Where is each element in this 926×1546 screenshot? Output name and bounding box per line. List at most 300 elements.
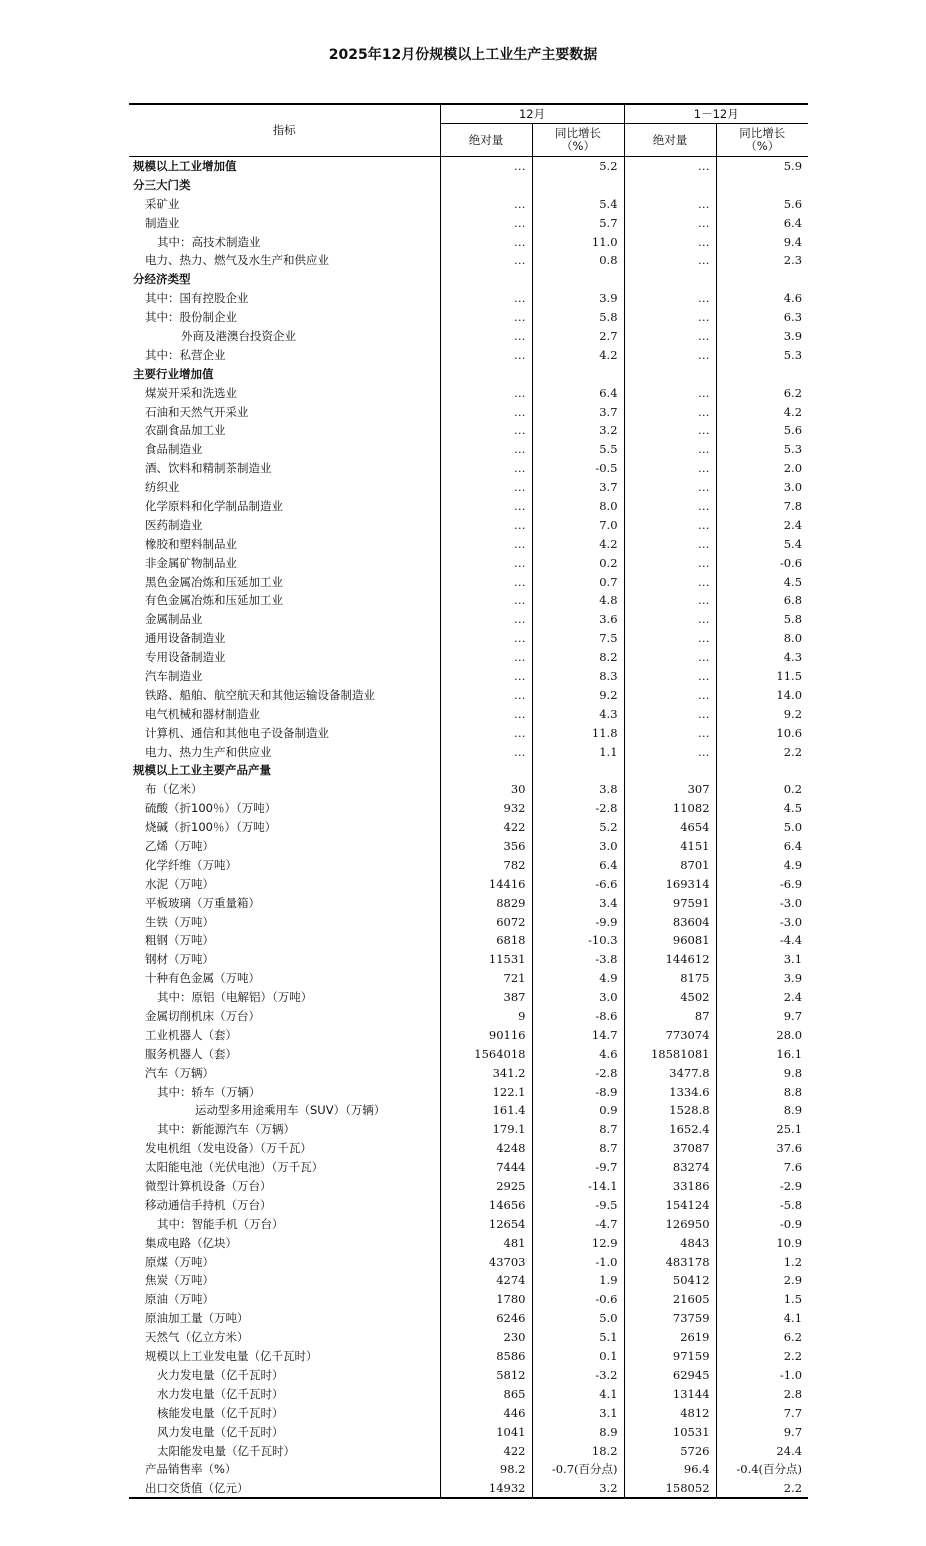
- table-row: [129, 1366, 808, 1385]
- table-row: [129, 553, 808, 572]
- table-row: [129, 459, 808, 478]
- dec-absolute-cell: 422: [440, 1441, 532, 1460]
- dec-absolute-cell: …: [440, 251, 532, 270]
- row-label: 其中：国有控股企业: [145, 291, 249, 306]
- row-label: 其中：新能源汽车（万辆）: [157, 1122, 295, 1137]
- ytd-absolute-cell: …: [624, 572, 716, 591]
- dec-absolute-cell: 1041: [440, 1422, 532, 1441]
- row-label: 分经济类型: [133, 272, 191, 287]
- row-label: 黑色金属冶炼和压延加工业: [145, 574, 283, 589]
- dec-absolute-cell: …: [440, 685, 532, 704]
- row-label: 金属切削机床（万台）: [145, 1009, 260, 1024]
- row-label: 食品制造业: [145, 442, 203, 457]
- dec-absolute-cell: 387: [440, 988, 532, 1007]
- ytd-yoy-cell: 2.2: [716, 742, 808, 761]
- dec-yoy-cell: 0.2: [532, 553, 624, 572]
- data-table: [129, 103, 808, 1499]
- ytd-yoy-cell: 4.3: [716, 648, 808, 667]
- row-label: 硫酸（折100％）（万吨）: [145, 801, 277, 816]
- table-row: [129, 818, 808, 837]
- ytd-yoy-cell: 0.2: [716, 780, 808, 799]
- dec-yoy-cell: -2.8: [532, 799, 624, 818]
- row-label: 水泥（万吨）: [145, 876, 214, 891]
- table-row: [129, 232, 808, 251]
- row-label: 原油加工量（万吨）: [145, 1311, 249, 1326]
- ytd-absolute-cell: …: [624, 515, 716, 534]
- dec-absolute-cell: …: [440, 553, 532, 572]
- dec-absolute-cell: 6246: [440, 1309, 532, 1328]
- dec-yoy-cell: 8.2: [532, 648, 624, 667]
- dec-yoy-cell: 4.8: [532, 591, 624, 610]
- ytd-yoy-cell: 4.2: [716, 402, 808, 421]
- dec-absolute-cell: 865: [440, 1384, 532, 1403]
- row-label: 计算机、通信和其他电子设备制造业: [145, 725, 329, 740]
- table-row: [129, 855, 808, 874]
- ytd-absolute-cell: 18581081: [624, 1044, 716, 1063]
- dec-yoy-cell: 5.7: [532, 213, 624, 232]
- row-label: 微型计算机设备（万台）: [145, 1179, 272, 1194]
- dec-yoy-cell: 6.4: [532, 855, 624, 874]
- table-row: [129, 289, 808, 308]
- dec-yoy-cell: -9.7: [532, 1158, 624, 1177]
- dec-absolute-cell: …: [440, 591, 532, 610]
- table-row: [129, 1479, 808, 1498]
- dec-yoy-cell: 0.9: [532, 1101, 624, 1120]
- dec-yoy-cell: 0.1: [532, 1347, 624, 1366]
- dec-absolute-cell: …: [440, 648, 532, 667]
- dec-yoy-cell: 2.7: [532, 327, 624, 346]
- dec-yoy-cell: [532, 364, 624, 383]
- ytd-absolute-cell: 21605: [624, 1290, 716, 1309]
- ytd-absolute-cell: [624, 270, 716, 289]
- dec-yoy-cell: 11.8: [532, 723, 624, 742]
- dec-yoy-cell: 4.6: [532, 1044, 624, 1063]
- ytd-yoy-cell: 1.5: [716, 1290, 808, 1309]
- ytd-absolute-cell: 154124: [624, 1195, 716, 1214]
- row-label: 纺织业: [145, 480, 180, 495]
- ytd-yoy-cell: 16.1: [716, 1044, 808, 1063]
- dec-yoy-cell: 8.7: [532, 1139, 624, 1158]
- row-label: 原油（万吨）: [145, 1292, 214, 1307]
- ytd-yoy-cell: -0.4(百分点): [716, 1460, 808, 1479]
- dec-yoy-cell: 3.1: [532, 1403, 624, 1422]
- ytd-absolute-cell: 83274: [624, 1158, 716, 1177]
- ytd-yoy-cell: 9.8: [716, 1063, 808, 1082]
- table-row: [129, 194, 808, 213]
- dec-absolute-cell: 4274: [440, 1271, 532, 1290]
- row-label: 核能发电量（亿千瓦时）: [157, 1405, 284, 1420]
- ytd-absolute-cell: …: [624, 610, 716, 629]
- dec-yoy-cell: 5.5: [532, 440, 624, 459]
- table-row: [129, 1025, 808, 1044]
- ytd-yoy-cell: 6.2: [716, 1328, 808, 1347]
- ytd-yoy-cell: -5.8: [716, 1195, 808, 1214]
- dec-absolute-cell: 1780: [440, 1290, 532, 1309]
- ytd-yoy-cell: 6.4: [716, 837, 808, 856]
- dec-yoy-cell: 4.9: [532, 969, 624, 988]
- row-label: 移动通信手持机（万台）: [145, 1197, 272, 1212]
- dec-absolute-cell: 14656: [440, 1195, 532, 1214]
- row-label: 平板玻璃（万重量箱）: [145, 895, 260, 910]
- dec-absolute-cell: …: [440, 534, 532, 553]
- ytd-absolute-cell: …: [624, 383, 716, 402]
- dec-yoy-cell: 8.0: [532, 497, 624, 516]
- table-row: [129, 1441, 808, 1460]
- ytd-absolute-cell: …: [624, 421, 716, 440]
- row-label: 焦炭（万吨）: [145, 1273, 214, 1288]
- dec-absolute-cell: 90116: [440, 1025, 532, 1044]
- ytd-yoy-cell: -3.0: [716, 912, 808, 931]
- row-label: 布（亿米）: [145, 782, 203, 797]
- ytd-absolute-cell: 87: [624, 1007, 716, 1026]
- ytd-yoy-cell: 5.6: [716, 421, 808, 440]
- ytd-absolute-cell: 97591: [624, 893, 716, 912]
- row-label: 火力发电量（亿千瓦时）: [157, 1367, 284, 1382]
- dec-absolute-cell: 1564018: [440, 1044, 532, 1063]
- row-label: 电力、热力、燃气及水生产和供应业: [145, 253, 329, 268]
- header-dec-yoy: 同比增长 （%）: [532, 124, 624, 157]
- ytd-absolute-cell: 62945: [624, 1366, 716, 1385]
- dec-absolute-cell: 6818: [440, 931, 532, 950]
- table-row: [129, 157, 808, 176]
- ytd-absolute-cell: 1652.4: [624, 1120, 716, 1139]
- dec-yoy-cell: 3.2: [532, 1479, 624, 1498]
- row-label: 煤炭开采和洗选业: [145, 385, 237, 400]
- header-december: 12月: [440, 104, 624, 124]
- row-label: 乙烯（万吨）: [145, 839, 214, 853]
- header-indicator: 指标: [129, 104, 440, 157]
- ytd-yoy-cell: 2.4: [716, 515, 808, 534]
- table-row: [129, 629, 808, 648]
- dec-yoy-cell: 8.3: [532, 667, 624, 686]
- table-row: [129, 780, 808, 799]
- dec-absolute-cell: [440, 270, 532, 289]
- row-label: 其中：轿车（万辆）: [157, 1084, 261, 1099]
- ytd-yoy-cell: [716, 364, 808, 383]
- table-row: [129, 497, 808, 516]
- dec-yoy-cell: 8.9: [532, 1422, 624, 1441]
- dec-yoy-cell: -3.8: [532, 950, 624, 969]
- row-label: 服务机器人（套）: [145, 1046, 237, 1061]
- ytd-absolute-cell: …: [624, 213, 716, 232]
- header-jan-dec: 1－12月: [624, 104, 808, 124]
- ytd-absolute-cell: 4843: [624, 1233, 716, 1252]
- dec-yoy-cell: [532, 175, 624, 194]
- dec-absolute-cell: …: [440, 345, 532, 364]
- dec-absolute-cell: …: [440, 213, 532, 232]
- dec-absolute-cell: 481: [440, 1233, 532, 1252]
- dec-yoy-cell: -4.7: [532, 1214, 624, 1233]
- ytd-absolute-cell: 83604: [624, 912, 716, 931]
- row-label: 运动型多用途乘用车（SUV）（万辆）: [195, 1103, 386, 1118]
- dec-yoy-cell: 3.8: [532, 780, 624, 799]
- ytd-yoy-cell: 5.6: [716, 194, 808, 213]
- table-row: [129, 1158, 808, 1177]
- table-row: [129, 213, 808, 232]
- ytd-yoy-cell: -4.4: [716, 931, 808, 950]
- dec-absolute-cell: …: [440, 610, 532, 629]
- dec-absolute-cell: …: [440, 289, 532, 308]
- row-label: 工业机器人（套）: [145, 1027, 237, 1042]
- table-row: [129, 383, 808, 402]
- ytd-yoy-cell: 2.0: [716, 459, 808, 478]
- row-label: 有色金属冶炼和压延加工业: [145, 593, 283, 608]
- dec-yoy-cell: -0.5: [532, 459, 624, 478]
- table-row: [129, 1328, 808, 1347]
- row-label: 其中：原铝（电解铝）（万吨）: [157, 990, 313, 1005]
- dec-absolute-cell: 12654: [440, 1214, 532, 1233]
- table-row: [129, 421, 808, 440]
- ytd-yoy-cell: 8.0: [716, 629, 808, 648]
- dec-absolute-cell: 6072: [440, 912, 532, 931]
- dec-absolute-cell: 782: [440, 855, 532, 874]
- dec-yoy-cell: [532, 270, 624, 289]
- dec-absolute-cell: 122.1: [440, 1082, 532, 1101]
- ytd-absolute-cell: 96.4: [624, 1460, 716, 1479]
- row-label: 粗钢（万吨）: [145, 933, 214, 948]
- table-row: [129, 667, 808, 686]
- dec-absolute-cell: …: [440, 232, 532, 251]
- ytd-absolute-cell: 8175: [624, 969, 716, 988]
- ytd-yoy-cell: 2.8: [716, 1384, 808, 1403]
- dec-yoy-cell: 4.1: [532, 1384, 624, 1403]
- header-dec-absolute: 绝对量: [440, 124, 532, 157]
- row-label: 通用设备制造业: [145, 631, 226, 646]
- ytd-yoy-cell: 6.8: [716, 591, 808, 610]
- ytd-yoy-cell: 5.3: [716, 345, 808, 364]
- dec-absolute-cell: 422: [440, 818, 532, 837]
- row-label: 十种有色金属（万吨）: [145, 971, 260, 986]
- ytd-yoy-cell: 3.9: [716, 327, 808, 346]
- row-label: 规模以上工业主要产品产量: [133, 763, 271, 778]
- ytd-yoy-cell: 5.0: [716, 818, 808, 837]
- ytd-yoy-cell: -0.6: [716, 553, 808, 572]
- dec-absolute-cell: 11531: [440, 950, 532, 969]
- row-label: 汽车（万辆）: [145, 1065, 214, 1080]
- ytd-absolute-cell: 96081: [624, 931, 716, 950]
- ytd-yoy-cell: 4.6: [716, 289, 808, 308]
- table-row: [129, 364, 808, 383]
- table-row: [129, 799, 808, 818]
- ytd-absolute-cell: …: [624, 194, 716, 213]
- ytd-yoy-cell: 8.8: [716, 1082, 808, 1101]
- ytd-yoy-cell: 24.4: [716, 1441, 808, 1460]
- table-row: [129, 1290, 808, 1309]
- dec-yoy-cell: 3.4: [532, 893, 624, 912]
- dec-absolute-cell: 721: [440, 969, 532, 988]
- dec-absolute-cell: 7444: [440, 1158, 532, 1177]
- dec-absolute-cell: 4248: [440, 1139, 532, 1158]
- ytd-absolute-cell: 1528.8: [624, 1101, 716, 1120]
- dec-absolute-cell: …: [440, 383, 532, 402]
- table-body: [129, 157, 808, 1498]
- row-label: 规模以上工业发电量（亿千瓦时）: [145, 1349, 318, 1364]
- ytd-yoy-cell: 5.8: [716, 610, 808, 629]
- dec-yoy-cell: -9.5: [532, 1195, 624, 1214]
- ytd-absolute-cell: 37087: [624, 1139, 716, 1158]
- dec-absolute-cell: [440, 175, 532, 194]
- row-label: 金属制品业: [145, 612, 203, 627]
- row-label: 生铁（万吨）: [145, 914, 214, 929]
- ytd-yoy-cell: 4.5: [716, 572, 808, 591]
- table-row: [129, 1139, 808, 1158]
- dec-yoy-cell: [532, 761, 624, 780]
- ytd-yoy-cell: 9.4: [716, 232, 808, 251]
- dec-yoy-cell: -8.9: [532, 1082, 624, 1101]
- table-row: [129, 1422, 808, 1441]
- ytd-absolute-cell: 144612: [624, 950, 716, 969]
- table-row: [129, 969, 808, 988]
- dec-yoy-cell: 11.0: [532, 232, 624, 251]
- table-row: [129, 874, 808, 893]
- ytd-absolute-cell: 483178: [624, 1252, 716, 1271]
- ytd-yoy-cell: 3.9: [716, 969, 808, 988]
- table-row: [129, 572, 808, 591]
- table-row: [129, 1082, 808, 1101]
- ytd-absolute-cell: 50412: [624, 1271, 716, 1290]
- ytd-absolute-cell: 4502: [624, 988, 716, 1007]
- ytd-absolute-cell: 10531: [624, 1422, 716, 1441]
- ytd-absolute-cell: 126950: [624, 1214, 716, 1233]
- dec-absolute-cell: …: [440, 742, 532, 761]
- dec-absolute-cell: …: [440, 704, 532, 723]
- dec-yoy-cell: -3.2: [532, 1366, 624, 1385]
- ytd-yoy-cell: 2.2: [716, 1479, 808, 1498]
- dec-absolute-cell: 8829: [440, 893, 532, 912]
- dec-yoy-cell: -0.6: [532, 1290, 624, 1309]
- row-label: 集成电路（亿块）: [145, 1235, 237, 1250]
- table-row: [129, 591, 808, 610]
- dec-yoy-cell: -1.0: [532, 1252, 624, 1271]
- row-label: 汽车制造业: [145, 668, 203, 683]
- table-row: [129, 685, 808, 704]
- dec-yoy-cell: -10.3: [532, 931, 624, 950]
- ytd-yoy-cell: 5.3: [716, 440, 808, 459]
- dec-yoy-cell: 5.8: [532, 308, 624, 327]
- ytd-absolute-cell: 1334.6: [624, 1082, 716, 1101]
- ytd-absolute-cell: …: [624, 232, 716, 251]
- dec-absolute-cell: …: [440, 157, 532, 176]
- ytd-yoy-cell: 37.6: [716, 1139, 808, 1158]
- row-label: 钢材（万吨）: [145, 952, 214, 967]
- dec-absolute-cell: [440, 364, 532, 383]
- row-label: 其中：私营企业: [145, 347, 226, 362]
- ytd-absolute-cell: 4812: [624, 1403, 716, 1422]
- ytd-yoy-cell: 25.1: [716, 1120, 808, 1139]
- table-row: [129, 610, 808, 629]
- table-row: [129, 478, 808, 497]
- row-label: 天然气（亿立方米）: [145, 1330, 249, 1345]
- dec-absolute-cell: 8586: [440, 1347, 532, 1366]
- table-row: [129, 440, 808, 459]
- ytd-absolute-cell: 8701: [624, 855, 716, 874]
- row-label: 其中：股份制企业: [145, 310, 237, 325]
- dec-absolute-cell: …: [440, 572, 532, 591]
- dec-yoy-cell: -0.7(百分点): [532, 1460, 624, 1479]
- dec-yoy-cell: -8.6: [532, 1007, 624, 1026]
- ytd-absolute-cell: …: [624, 742, 716, 761]
- ytd-absolute-cell: …: [624, 459, 716, 478]
- table-row: [129, 950, 808, 969]
- dec-absolute-cell: …: [440, 459, 532, 478]
- table-row: [129, 270, 808, 289]
- ytd-yoy-cell: -0.9: [716, 1214, 808, 1233]
- dec-yoy-cell: 4.2: [532, 345, 624, 364]
- dec-yoy-cell: 4.3: [532, 704, 624, 723]
- ytd-yoy-cell: 4.1: [716, 1309, 808, 1328]
- table-row: [129, 1195, 808, 1214]
- row-label: 制造业: [145, 215, 180, 230]
- ytd-absolute-cell: [624, 175, 716, 194]
- dec-absolute-cell: 932: [440, 799, 532, 818]
- ytd-absolute-cell: 4654: [624, 818, 716, 837]
- ytd-absolute-cell: 13144: [624, 1384, 716, 1403]
- row-label: 出口交货值（亿元）: [129, 1479, 440, 1498]
- dec-yoy-cell: 3.0: [532, 988, 624, 1007]
- dec-absolute-cell: …: [440, 308, 532, 327]
- ytd-absolute-cell: …: [624, 667, 716, 686]
- ytd-absolute-cell: …: [624, 497, 716, 516]
- ytd-yoy-cell: 9.2: [716, 704, 808, 723]
- ytd-absolute-cell: 4151: [624, 837, 716, 856]
- dec-yoy-cell: 6.4: [532, 383, 624, 402]
- ytd-yoy-cell: 14.0: [716, 685, 808, 704]
- ytd-absolute-cell: 2619: [624, 1328, 716, 1347]
- ytd-absolute-cell: …: [624, 629, 716, 648]
- ytd-yoy-cell: 9.7: [716, 1007, 808, 1026]
- ytd-absolute-cell: …: [624, 251, 716, 270]
- ytd-yoy-cell: -6.9: [716, 874, 808, 893]
- ytd-absolute-cell: …: [624, 402, 716, 421]
- ytd-yoy-cell: [716, 175, 808, 194]
- ytd-absolute-cell: 11082: [624, 799, 716, 818]
- dec-yoy-cell: 7.0: [532, 515, 624, 534]
- table-row: [129, 1460, 808, 1479]
- dec-absolute-cell: 179.1: [440, 1120, 532, 1139]
- dec-absolute-cell: [440, 761, 532, 780]
- dec-absolute-cell: …: [440, 478, 532, 497]
- ytd-absolute-cell: 33186: [624, 1177, 716, 1196]
- dec-absolute-cell: 98.2: [440, 1460, 532, 1479]
- table-row: [129, 1252, 808, 1271]
- row-label: 太阳能发电量（亿千瓦时）: [157, 1443, 295, 1458]
- ytd-absolute-cell: …: [624, 440, 716, 459]
- dec-yoy-cell: -2.8: [532, 1063, 624, 1082]
- ytd-absolute-cell: [624, 761, 716, 780]
- dec-yoy-cell: 1.1: [532, 742, 624, 761]
- row-label: 其中：高技术制造业: [157, 234, 261, 249]
- table-row: [129, 742, 808, 761]
- dec-yoy-cell: -14.1: [532, 1177, 624, 1196]
- table-row: [129, 1347, 808, 1366]
- ytd-yoy-cell: -3.0: [716, 893, 808, 912]
- row-label: 产品销售率（%）: [145, 1462, 237, 1477]
- dec-absolute-cell: …: [440, 497, 532, 516]
- dec-absolute-cell: …: [440, 440, 532, 459]
- table-row: [129, 1309, 808, 1328]
- row-label: 电力、热力生产和供应业: [145, 744, 272, 759]
- ytd-yoy-cell: 7.6: [716, 1158, 808, 1177]
- dec-absolute-cell: …: [440, 327, 532, 346]
- ytd-absolute-cell: 158052: [624, 1479, 716, 1498]
- ytd-yoy-cell: 10.6: [716, 723, 808, 742]
- row-label: 主要行业增加值: [133, 366, 214, 381]
- dec-yoy-cell: 5.4: [532, 194, 624, 213]
- table-row: [129, 308, 808, 327]
- dec-yoy-cell: 3.9: [532, 289, 624, 308]
- row-label: 发电机组（发电设备）（万千瓦）: [145, 1141, 312, 1156]
- dec-absolute-cell: 14932: [440, 1479, 532, 1498]
